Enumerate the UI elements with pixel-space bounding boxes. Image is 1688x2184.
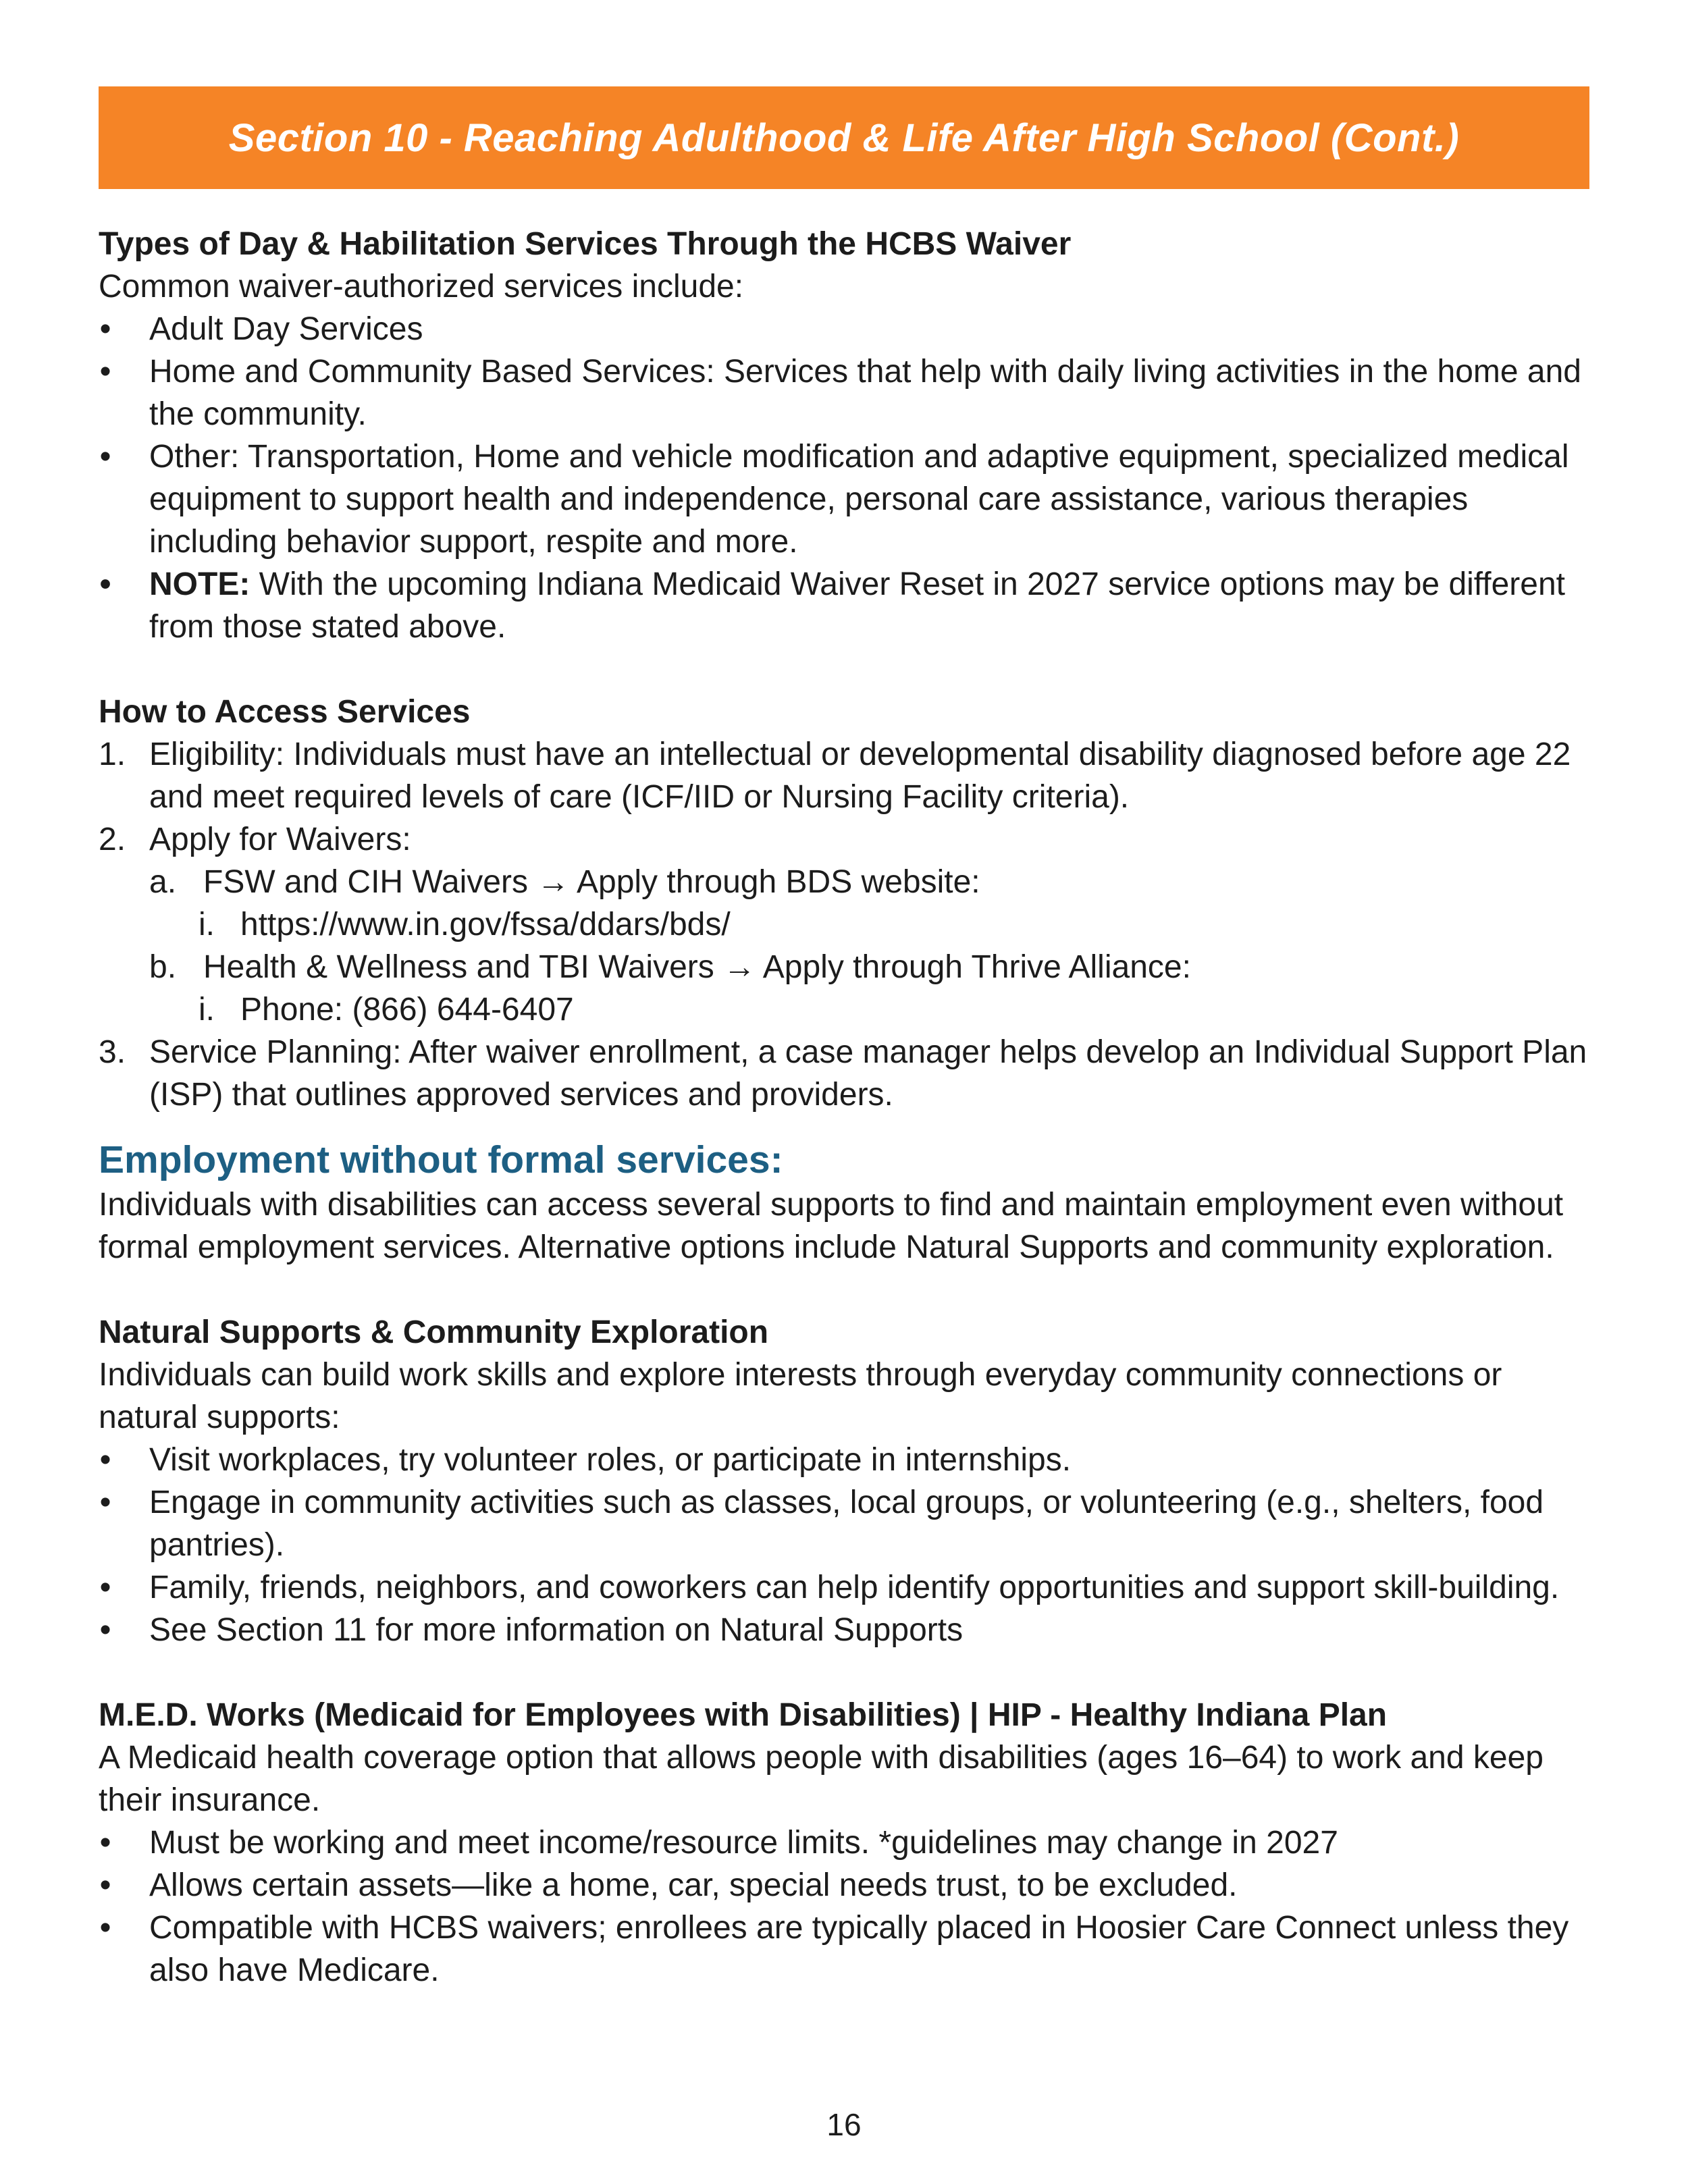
page-number: 16 [826, 2107, 862, 2142]
bds-website-link[interactable]: https://www.in.gov/fssa/ddars/bds/ [240, 907, 731, 942]
list-item: • Allows certain assets—like a home, car, special needs trust, to be excluded. [99, 1864, 1598, 1907]
step-item: 3. Service Planning: After waiver enrollment, a case manager helps develop an Individual Support Plan (ISP) that outlines approved services and providers. [99, 1034, 1587, 1113]
bullet-icon: • [99, 1570, 111, 1605]
page-content [99, 223, 1598, 1992]
note-text: With the upcoming Indiana Medicaid Waiver Reset in 2027 service options may be different from those stated above. [149, 566, 1566, 645]
section-banner [99, 86, 1589, 189]
list-item: • Adult Day Services [99, 308, 1598, 350]
natural-intro: Individuals can build work skills and explore interests through everyday community connections or natural supports: [99, 1357, 1502, 1435]
list-item: • Must be working and meet income/resource limits. *guidelines may change in 2027 [99, 1821, 1598, 1864]
note-label: NOTE: [149, 566, 250, 602]
bullet-icon: • [99, 566, 111, 602]
step-item: 1. Eligibility: Individuals must have an intellectual or developmental disability diagnosed before age 22 and meet required levels of care (ICF/IID or Nursing Facility criteria). [99, 737, 1571, 815]
employment-text: Individuals with disabilities can access several supports to find and maintain employment even without formal employment services. Alternative options include Natural Supports and community exploration. [99, 1187, 1564, 1265]
section-title: Section 10 - Reaching Adulthood & Life After High School (Cont.) [228, 115, 1460, 160]
substep-item: i. https://www.in.gov/fssa/ddars/bds/ [199, 907, 731, 942]
list-item: • Family, friends, neighbors, and coworkers can help identify opportunities and support skill-building. [99, 1566, 1598, 1609]
bullet-icon: • [99, 354, 111, 390]
bullet-icon: • [99, 1825, 111, 1861]
bullet-icon: • [99, 311, 111, 347]
list-item: • Compatible with HCBS waivers; enrollees are typically placed in Hoosier Care Connect unless they also have Medicare. [99, 1907, 1598, 1992]
phone-number: Phone: (866) 644-6407 [240, 992, 574, 1028]
types-intro: Common waiver-authorized services include: [99, 269, 744, 304]
bullet-icon: • [99, 1442, 111, 1478]
substep-item: i. Phone: (866) 644-6407 [199, 992, 574, 1028]
list-item: • Home and Community Based Services: Services that help with daily living activities in the home and the community. [99, 350, 1598, 435]
access-heading: How to Access Services [99, 694, 471, 730]
list-item: • See Section 11 for more information on Natural Supports [99, 1609, 1598, 1651]
list-item: • Visit workplaces, try volunteer roles, or participate in internships. [99, 1439, 1598, 1481]
employment-heading: Employment without formal services: [99, 1138, 783, 1181]
natural-heading: Natural Supports & Community Exploration [99, 1314, 769, 1350]
bullet-icon: • [99, 1485, 111, 1520]
med-intro: A Medicaid health coverage option that allows people with disabilities (ages 16–64) to work and keep their insurance. [99, 1740, 1544, 1818]
bullet-icon: • [99, 439, 111, 475]
bullet-icon: • [99, 1867, 111, 1903]
note-item [99, 563, 1598, 648]
med-heading: M.E.D. Works (Medicaid for Employees with Disabilities) | HIP - Healthy Indiana Plan [99, 1697, 1388, 1733]
types-heading: Types of Day & Habilitation Services Through the HCBS Waiver [99, 226, 1072, 262]
step-item: 2. Apply for Waivers: [99, 822, 411, 857]
substep-item: b. Health & Wellness and TBI Waivers → Apply through Thrive Alliance: [149, 949, 1191, 985]
list-item: • Other: Transportation, Home and vehicle modification and adaptive equipment, specialized medical equipment to support health and independence, personal care assistance, various therapies including behavior support, respite and more. [99, 435, 1598, 563]
bullet-icon: • [99, 1612, 111, 1648]
bullet-icon: • [99, 1910, 111, 1946]
substep-item: a. FSW and CIH Waivers → Apply through BDS website: [149, 864, 980, 900]
list-item: • Engage in community activities such as classes, local groups, or volunteering (e.g., shelters, food pantries). [99, 1481, 1598, 1566]
